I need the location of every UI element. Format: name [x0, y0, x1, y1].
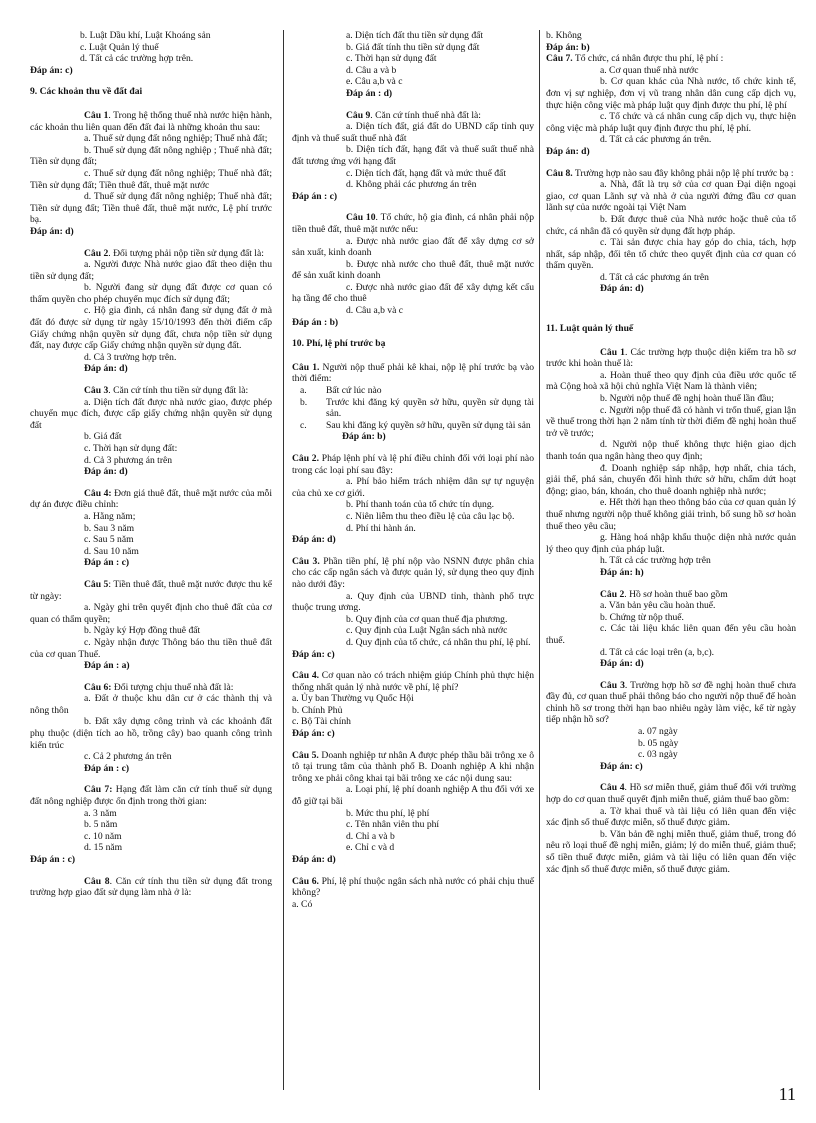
- question-text: Câu 6. Phí, lệ phí thuộc ngân sách nhà nước có phải chịu thuế không?: [292, 875, 534, 899]
- spacer: [30, 478, 272, 488]
- paragraph: a. 07 ngày: [638, 726, 678, 738]
- question-text: Câu 2. Pháp lệnh phí và lệ phí điều chỉnh đối với loại phí nào trong các loại phí sau đây:: [292, 453, 534, 476]
- paragraph: a. Đất ở thuộc khu dân cư ở các thành thị và nông thôn: [30, 693, 272, 716]
- paragraph: a. Hằng năm;: [84, 510, 136, 522]
- spacer: [546, 295, 796, 313]
- paragraph: a. Tờ khai thuế và tài liệu có liên quan đến việc xác định số thuế được miễn, số thuế được giảm.: [546, 805, 796, 829]
- answer-line: Đáp án : c): [84, 762, 130, 774]
- spacer: [292, 443, 534, 453]
- answer-line: Đáp án : b): [292, 316, 339, 328]
- answer-line: Đáp án: c): [292, 728, 335, 740]
- paragraph: b. Sau 3 năm: [84, 522, 135, 534]
- paragraph: a. Phí bảo hiểm trách nhiệm dân sự tự nguyện của chủ xe cơ giới.: [292, 476, 534, 499]
- answer-line: Đáp án: d): [292, 854, 336, 865]
- list-item-text: Trước khi đăng ký quyền sở hữu, quyền sử dụng tài sản.: [326, 396, 534, 420]
- question-text: Câu 5. Doanh nghiệp tư nhân A được phép thầu bãi trông xe ô tô tại trung tâm của thành phố B. Doanh nghiệp A khi nhận trông xe phải công khai tại bãi trông xe các nội dung sau:: [292, 749, 535, 784]
- spacer: [546, 772, 796, 782]
- paragraph: b. Quy định của cơ quan thuế địa phương.: [346, 613, 508, 625]
- spacer: [30, 672, 272, 682]
- question-text: Câu 8. Trường hợp nào sau đây không phải nộp lệ phí trước bạ :: [546, 167, 794, 179]
- paragraph: a. Loại phí, lệ phí doanh nghiệp A thu đối với xe đỗ giữ tại bãi: [292, 784, 534, 808]
- paragraph: h. Tất cả các trường hợp trên: [600, 555, 711, 567]
- paragraph: b. 5 năm: [84, 819, 118, 831]
- section-heading: 10. Phí, lệ phí trước bạ: [292, 338, 386, 350]
- paragraph: c. Tên nhân viên thu phí: [346, 819, 440, 831]
- list-item-text: Sau khi đăng ký quyền sở hữu, quyền sử dụng tài sản: [326, 419, 531, 431]
- paragraph: c. Diện tích đất, hạng đất và mức thuế đất: [346, 167, 506, 179]
- paragraph: a. Được nhà nước giao đất để xây dựng cơ sở sản xuất, kinh doanh: [292, 235, 534, 259]
- question-text: Câu 2. Đối tượng phải nộp tiền sử dụng đất là:: [84, 247, 264, 259]
- paragraph: b. Luật Dầu khí, Luật Khoáng sản: [80, 30, 211, 41]
- question-text: Câu 3. Căn cứ tính thu tiền sử dụng đất là:: [84, 385, 249, 397]
- paragraph: e. Hết thời hạn theo thông báo của cơ quan quản lý thuế nhưng người nộp thuế không giải trình, bổ sung hồ sơ hoàn thuế theo yêu cầu;: [546, 497, 796, 532]
- question-text: Câu 2. Hồ sơ hoàn thuế bao gồm: [600, 588, 728, 600]
- spacer: [30, 569, 272, 579]
- column-1: [30, 30, 272, 899]
- document-page: [30, 30, 796, 1090]
- paragraph: a. Người được Nhà nước giao đất theo diện thu tiền sử dụng đất;: [30, 259, 272, 282]
- paragraph: c. Luật Quản lý thuế: [80, 41, 159, 53]
- paragraph: c. Bộ Tài chính: [292, 716, 351, 728]
- answer-line: Đáp án: b): [546, 41, 590, 53]
- paragraph: b. Giá đất tính thu tiền sử dụng đất: [346, 41, 480, 53]
- question-text: Câu 8. Căn cứ tính thu tiền sử dụng đất trong trường hợp giao đất sử dụng làm nhà ở là:: [30, 875, 272, 899]
- paragraph: b. Chứng từ nộp thuế.: [600, 611, 684, 623]
- paragraph: c. Thời hạn sử dụng đất: [346, 53, 437, 65]
- paragraph: c. Hộ gia đình, cá nhân đang sử dụng đất ở mà đất đó được sử dụng từ ngày 15/10/1993 đến thời điểm cấp Giấy chứng nhận quyền sử dụng đất, chưa nộp tiền sử dụng đất, nay được cấp Giấy chứng nhận quyền sử dụng đất.: [30, 305, 272, 352]
- paragraph: b. Được nhà nước cho thuê đất, thuê mặt nước để sản xuất kinh doanh: [292, 258, 534, 282]
- column-divider: [283, 30, 284, 1090]
- paragraph: b. Cơ quan khác của Nhà nước, tổ chức kinh tế, đơn vị sự nghiệp, đơn vị vũ trang nhân dân cung cấp dịch vụ, thực hiện công việc mà pháp luật quy định được thu phí, lệ phí: [546, 76, 796, 111]
- paragraph: d. Câu a,b và c: [346, 305, 404, 317]
- paragraph: c. Thuế sử dụng đất nông nghiệp; Thuế nhà đất; Tiền sử dụng đất; Tiền thuê đất, thuê mặt nước: [30, 167, 272, 191]
- paragraph: a. Ủy ban Thường vụ Quốc Hội: [292, 693, 414, 705]
- paragraph: a. Ngày ghi trên quyết định cho thuê đất của cơ quan có thẩm quyền;: [30, 602, 272, 625]
- question-text: Câu 3. Trường hợp hồ sơ đề nghị hoàn thuế chưa đầy đủ, cơ quan thuế phải thông báo cho người nộp thuế để hoàn chỉnh hồ sơ trong thời hạn bao nhiêu ngày làm việc, kể từ ngày tiếp nhận hồ sơ?: [546, 679, 796, 726]
- question-text: Câu 4. Cơ quan nào có trách nhiệm giúp Chính phủ thực hiện thống nhất quản lý nhà nước về phí, lệ phí?: [292, 670, 535, 693]
- column-3: [546, 30, 796, 875]
- paragraph: d. Không phải các phương án trên: [346, 179, 477, 191]
- paragraph: d. 15 năm: [84, 842, 123, 854]
- answer-line: Đáp án : c): [292, 190, 338, 202]
- paragraph: e. Câu a,b và c: [346, 76, 403, 88]
- paragraph: c. Niên liễm thu theo điều lệ của câu lạc bộ.: [346, 510, 515, 522]
- question-text: Câu 9. Căn cứ tính thuế nhà đất là:: [346, 109, 481, 121]
- paragraph: b. 05 ngày: [638, 737, 679, 749]
- question-text: Câu 7. Tổ chức, cá nhân được thu phí, lệ phí :: [546, 53, 724, 65]
- answer-line: Đáp án: d): [600, 283, 644, 295]
- paragraph: b. Phí thanh toán của tổ chức tín dụng.: [346, 499, 495, 511]
- paragraph: a. Hoàn thuế theo quy định của điều ước quốc tế mà Cộng hoà xã hội chủ nghĩa Việt Nam là thành viên;: [546, 369, 796, 393]
- paragraph: c. Các tài liệu khác liên quan đến yêu cầu hoàn thuế.: [546, 623, 796, 646]
- question-text: Câu 4: Đơn giá thuê đất, thuê mặt nước của mỗi dự án được điều chỉnh:: [30, 487, 272, 511]
- list-item: [292, 397, 534, 420]
- list-item: [292, 420, 534, 432]
- paragraph: b. Người đang sử dụng đất được cơ quan có thẩm quyền cho phép chuyển mục đích sử dụng đất;: [30, 282, 272, 305]
- paragraph: b. Văn bản đề nghị miễn thuế, giảm thuế, trong đó nêu rõ loại thuế đề nghị miễn, giảm; lý do miễn thuế, giảm thuế; số tiền thuế được miễn, giảm và tài liệu có liên quan đến việc xác định số thuế được miễn, số thuế được giảm.: [546, 828, 796, 875]
- paragraph: a. Cơ quan thuế nhà nước: [600, 64, 699, 76]
- spacer: [30, 375, 272, 385]
- list-marker: a.: [300, 385, 307, 397]
- answer-line: Đáp án: d): [600, 658, 644, 670]
- paragraph: b. Mức thu phí, lệ phí: [346, 807, 430, 819]
- paragraph: a. Diện tích đất, giá đất do UBND cấp tỉnh quy định và thuế suất thuế nhà đất: [292, 121, 534, 144]
- question-text: Câu 7: Hạng đất làm căn cứ tính thuế sử dụng đất nông nghiệp được ổn định trong thời gian:: [30, 784, 273, 808]
- spacer: [292, 546, 534, 556]
- paragraph: d. Cả 3 phương án trên: [84, 454, 173, 466]
- paragraph: c. Quy định của Luật Ngân sách nhà nước: [346, 625, 508, 637]
- paragraph: c. Cả 2 phương án trên: [84, 751, 172, 763]
- list-marker: b.: [300, 396, 308, 408]
- paragraph: b. Đất được thuê của Nhà nước hoặc thuê của tổ chức, cá nhân đã có quyền sử dụng đất hợp pháp.: [546, 213, 796, 237]
- paragraph: a. 3 năm: [84, 807, 117, 819]
- answer-line: Đáp án: b): [342, 431, 386, 443]
- paragraph: d. Người nộp thuế không thực hiện giao dịch thanh toán qua ngân hàng theo quy định;: [546, 439, 796, 462]
- paragraph: c. 10 năm: [84, 830, 122, 842]
- paragraph: b. Không: [546, 30, 582, 41]
- answer-line: Đáp án: d): [30, 225, 74, 237]
- spacer: [546, 670, 796, 680]
- paragraph: a. Nhà, đất là trụ sở của cơ quan Đại diện ngoại giao, cơ quan Lãnh sự và nhà ở của người đứng đầu cơ quan lãnh sự của nước ngoài tại Việt Nam: [546, 179, 796, 214]
- page-number: 11: [778, 1084, 796, 1104]
- paragraph: b. Chính Phủ: [292, 704, 343, 716]
- list-item: [292, 385, 534, 397]
- question-text: Câu 1. Các trường hợp thuộc diện kiểm tra hồ sơ trước khi hoàn thuế là:: [546, 346, 796, 370]
- section-heading: 11. Luật quản lý thuế: [546, 323, 634, 335]
- answer-line: Đáp án: h): [600, 566, 644, 578]
- answer-line: Đáp án: d): [84, 466, 128, 478]
- spacer: [546, 158, 796, 168]
- paragraph: c. Tài sản được chia hay góp do chia, tách, hợp nhất, sáp nhập, đổi tên tổ chức theo quyết định của cơ quan có thẩm quyền.: [546, 237, 796, 272]
- paragraph: d. Tất cả các phương án trên: [600, 271, 709, 283]
- paragraph: d. Thuế sử dụng đất nông nghiệp; Thuế nhà đất; Tiền sử dụng đất; Tiền thuê đất, thuê mặt nước, Lệ phí trước bạ.: [30, 191, 272, 226]
- spacer: [546, 579, 796, 589]
- paragraph: b. Giá đất: [84, 431, 122, 443]
- paragraph: d. Câu a và b: [346, 64, 397, 76]
- column-divider: [539, 30, 540, 1090]
- list-item-text: Bất cứ lúc nào: [326, 385, 382, 397]
- paragraph: đ. Doanh nghiệp sáp nhập, hợp nhất, chia tách, giải thể, phá sản, chuyển đổi hình thức sở hữu, chấm dứt hoạt động; giao, bán, khoán, cho thuê doanh nghiệp nhà nước;: [546, 462, 796, 497]
- spacer: [30, 238, 272, 248]
- column-2: [292, 30, 534, 910]
- spacer: [292, 100, 534, 110]
- spacer: [292, 866, 534, 876]
- paragraph: e. Chỉ c và d: [346, 842, 395, 854]
- section-heading: 9. Các khoản thu về đất đai: [30, 86, 143, 98]
- paragraph: c. Người nộp thuế đã có hành vi trốn thuế, gian lận về thuế trong thời hạn 2 năm tính từ thời điểm đề nghị hoàn thuế trở về trước;: [546, 404, 796, 439]
- question-text: Câu 5: Tiền thuê đất, thuê mặt nước được thu kể từ ngày:: [30, 578, 272, 602]
- spacer: [292, 740, 534, 750]
- paragraph: b. Ngày ký Hợp đồng thuê đất: [84, 625, 201, 637]
- paragraph: a. Thuế sử dụng đất nông nghiệp; Thuế nhà đất;: [84, 133, 268, 145]
- answer-line: Đáp án : a): [84, 660, 130, 672]
- answer-line: Đáp án : c): [30, 854, 76, 865]
- paragraph: d. Chỉ a và b: [346, 830, 395, 842]
- paragraph: a. Quy định của UBND tỉnh, thành phố trực thuộc trung ương.: [292, 590, 534, 614]
- paragraph: b. Diện tích đất, hạng đất và thuế suất thuế nhà đất tương ứng với hạng đất: [292, 144, 534, 167]
- spacer: [30, 866, 272, 876]
- answer-line: Đáp án: c): [600, 760, 643, 772]
- paragraph: d. Phí thi hành án.: [346, 522, 416, 534]
- paragraph: b. Thuế sử dụng đất nông nghiệp ; Thuế nhà đất; Tiền sử dụng đất;: [30, 144, 272, 168]
- question-text: Câu 4. Hồ sơ miễn thuế, giảm thuế đối với trường hợp do cơ quan thuế quyết định miễn thuế, giảm thuế bao gồm:: [546, 782, 796, 806]
- answer-line: Đáp án : c): [84, 557, 130, 569]
- paragraph: c. 03 ngày: [638, 749, 678, 761]
- list-marker: c.: [300, 419, 307, 431]
- paragraph: a. Có: [292, 898, 313, 910]
- question-text: Câu 3. Phần tiền phí, lệ phí nộp vào NSNN được phân chia cho các cấp ngân sách và được quản lý, sử dụng theo quy định nào dưới đây:: [292, 555, 534, 590]
- paragraph: g. Hàng hoá nhập khẩu thuộc diện nhà nước quản lý theo quy định của pháp luật.: [546, 532, 796, 555]
- paragraph: d. Tất cả các loại trên (a, b,c).: [600, 646, 715, 658]
- paragraph: d. Sau 10 năm: [84, 545, 139, 557]
- paragraph: a. Diện tích đất được nhà nước giao, được phép chuyển mục đích, được cấp giấy chứng nhận quyền sử dụng đất: [30, 396, 272, 431]
- question-text: Câu 1. Người nộp thuế phải kê khai, nộp lệ phí trước bạ vào thời điểm:: [292, 361, 535, 385]
- spacer: [30, 774, 272, 784]
- answer-line: Đáp án: d): [84, 363, 128, 375]
- paragraph: c. Sau 5 năm: [84, 534, 134, 546]
- paragraph: a. Văn bản yêu cầu hoàn thuế.: [600, 600, 716, 612]
- question-text: Câu 1. Trong hệ thống thuế nhà nước hiện hành, các khoản thu liên quan đến đất đai là những khoản thu sau:: [30, 109, 272, 133]
- paragraph: d. Tất cả các trường hợp trên.: [80, 53, 194, 65]
- answer-line: Đáp án: d): [292, 534, 336, 546]
- paragraph: d. Cả 3 trường hợp trên.: [84, 351, 177, 363]
- paragraph: c. Thời hạn sử dụng đất:: [84, 443, 178, 454]
- answer-line: Đáp án: c): [30, 64, 73, 76]
- paragraph: a. Diện tích đất thu tiền sử dụng đất: [346, 30, 484, 41]
- paragraph: c. Ngày nhận được Thông báo thu tiền thuê đất của cơ quan Thuế.: [30, 636, 272, 660]
- paragraph: d. Quy định của tổ chức, cá nhân thu phí, lệ phí.: [346, 636, 531, 648]
- paragraph: c. Được nhà nước giao đất để xây dựng kết cấu hạ tầng để cho thuê: [292, 281, 534, 305]
- paragraph: b. Đất xây dựng công trình và các khoảnh đất phụ thuộc (diện tích ao hồ, trồng cây) bao quanh công trình kiến trúc: [30, 716, 272, 751]
- answer-line: Đáp án: c): [292, 648, 335, 660]
- paragraph: b. Người nộp thuế đề nghị hoàn thuế lần đầu;: [600, 393, 774, 405]
- question-text: Câu 6: Đối tượng chịu thuế nhà đất là:: [84, 681, 234, 693]
- answer-line: Đáp án: d): [546, 145, 590, 157]
- question-text: Câu 10. Tổ chức, hộ gia đình, cá nhân phải nộp tiền thuê đất, thuê mặt nước nếu:: [292, 212, 534, 235]
- spacer: [292, 202, 534, 212]
- answer-line: Đáp án : d): [346, 87, 393, 99]
- paragraph: c. Tổ chức và cá nhân cung cấp dịch vụ, thực hiện công việc mà pháp luật quy định được thu phí, lệ phí.: [546, 111, 796, 134]
- paragraph: d. Tất cả các phương án trên.: [600, 134, 712, 146]
- spacer: [292, 660, 534, 670]
